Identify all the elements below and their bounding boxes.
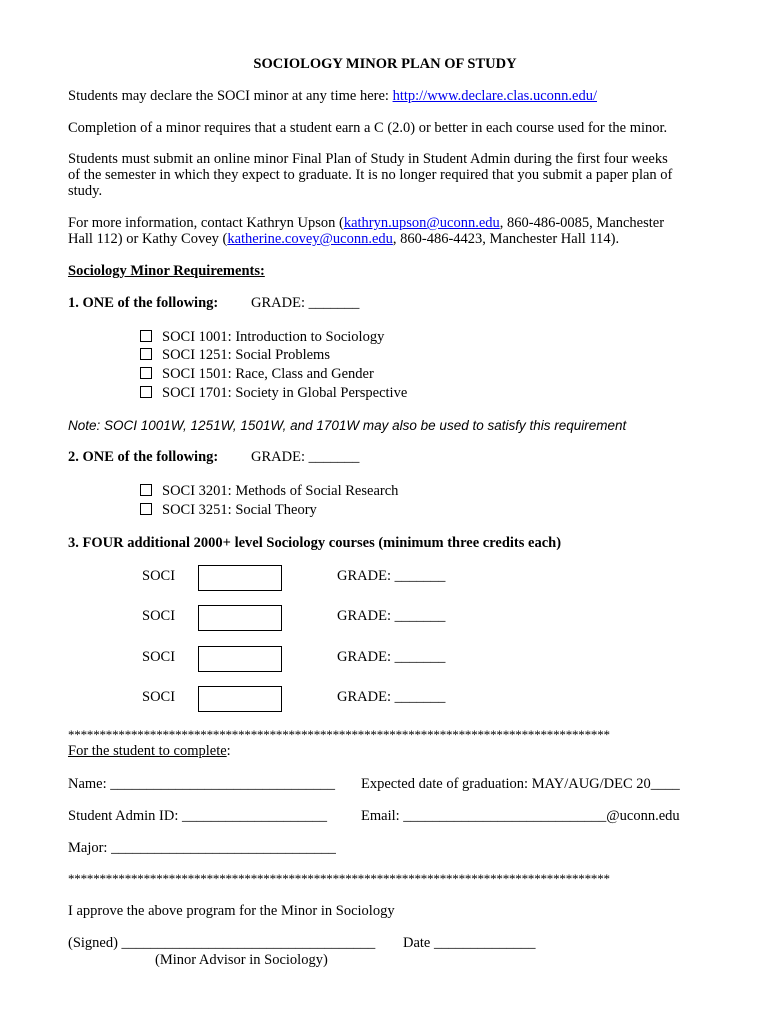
soci-prefix: SOCI <box>142 568 176 584</box>
course-option[interactable] <box>140 347 330 364</box>
course-label: SOCI 1001: Introduction to Sociology <box>162 329 385 345</box>
grade-field: GRADE: _______ <box>337 608 446 624</box>
grade-field: GRADE: _______ <box>337 689 446 705</box>
course-option[interactable] <box>140 385 407 402</box>
contact-text: Hall 112) or Kathy Covey ( <box>68 231 228 247</box>
signature-field[interactable]: (Signed) ___________________________________ <box>68 935 376 951</box>
req3-label: 3. FOUR additional 2000+ level Sociology courses (minimum three credits each) <box>68 535 562 551</box>
submit-text-line3: study. <box>68 183 103 199</box>
heading-colon: : <box>226 743 231 759</box>
submit-text-line2: of the semester in which they expect to graduate. It is no longer required that you submit a paper plan of <box>68 167 673 183</box>
course-label: SOCI 1251: Social Problems <box>162 347 330 363</box>
course-option[interactable] <box>140 483 398 500</box>
soci-prefix: SOCI <box>142 608 176 624</box>
course-label: SOCI 1701: Society in Global Perspective <box>162 385 408 401</box>
checkbox-icon[interactable] <box>140 484 152 496</box>
contact-line2 <box>68 231 619 248</box>
requirements-heading: Sociology Minor Requirements: <box>68 263 265 279</box>
course-number-input[interactable] <box>198 565 282 591</box>
req1-note: Note: SOCI 1001W, 1251W, 1501W, and 1701W may also be used to satisfy this requirement <box>68 418 627 433</box>
req1-label: 1. ONE of the following: <box>68 295 219 311</box>
course-number-input[interactable] <box>198 646 282 672</box>
advisor-caption: (Minor Advisor in Sociology) <box>155 952 328 968</box>
admin-id-field[interactable]: Student Admin ID: ____________________ <box>68 808 327 824</box>
student-heading-line <box>68 743 231 760</box>
submit-text-line1: Students must submit an online minor Final Plan of Study in Student Admin during the first four weeks <box>68 151 668 167</box>
req2-grade: GRADE: _______ <box>251 449 360 465</box>
email-link-upson[interactable]: kathryn.upson@uconn.edu <box>343 215 500 231</box>
soci-prefix: SOCI <box>142 649 176 665</box>
course-option[interactable] <box>140 366 374 383</box>
separator: ************************************************************************************** <box>68 727 610 742</box>
email-link-covey[interactable]: katherine.covey@uconn.edu <box>227 231 393 247</box>
course-label: SOCI 3201: Methods of Social Research <box>162 483 399 499</box>
completion-text: Completion of a minor requires that a student earn a C (2.0) or better in each course used for the minor. <box>68 120 668 136</box>
soci-prefix: SOCI <box>142 689 176 705</box>
grade-field: GRADE: _______ <box>337 649 446 665</box>
checkbox-icon[interactable] <box>140 386 152 398</box>
course-number-input[interactable] <box>198 686 282 712</box>
course-label: SOCI 1501: Race, Class and Gender <box>162 366 374 382</box>
name-field[interactable]: Name: _______________________________ <box>68 776 336 792</box>
date-field[interactable]: Date ______________ <box>403 935 536 951</box>
course-option[interactable] <box>140 502 317 519</box>
contact-text: For more information, contact Kathryn Upson ( <box>68 215 344 231</box>
checkbox-icon[interactable] <box>140 330 152 342</box>
course-number-input[interactable] <box>198 605 282 631</box>
approval-statement: I approve the above program for the Minor in Sociology <box>68 903 395 919</box>
graduation-field[interactable]: Expected date of graduation: MAY/AUG/DEC 20____ <box>361 776 680 792</box>
req2-label: 2. ONE of the following: <box>68 449 219 465</box>
contact-line1 <box>68 215 664 232</box>
course-option[interactable] <box>140 329 384 346</box>
email-field[interactable]: Email: ____________________________@uconn.edu <box>361 808 680 824</box>
major-field[interactable]: Major: _______________________________ <box>68 840 336 856</box>
checkbox-icon[interactable] <box>140 367 152 379</box>
checkbox-icon[interactable] <box>140 503 152 515</box>
declare-text: Students may declare the SOCI minor at any time here: <box>68 88 393 104</box>
checkbox-icon[interactable] <box>140 348 152 360</box>
declare-link[interactable]: http://www.declare.clas.uconn.edu/ <box>392 88 597 104</box>
contact-text: , 860-486-0085, Manchester <box>499 215 665 231</box>
grade-field: GRADE: _______ <box>337 568 446 584</box>
page-title: SOCIOLOGY MINOR PLAN OF STUDY <box>253 56 517 72</box>
student-heading: For the student to complete <box>68 743 227 759</box>
req1-grade: GRADE: _______ <box>251 295 360 311</box>
separator: ************************************************************************************** <box>68 871 610 886</box>
course-label: SOCI 3251: Social Theory <box>162 502 317 518</box>
declare-line <box>68 88 597 105</box>
contact-text: , 860-486-4423, Manchester Hall 114). <box>392 231 620 247</box>
